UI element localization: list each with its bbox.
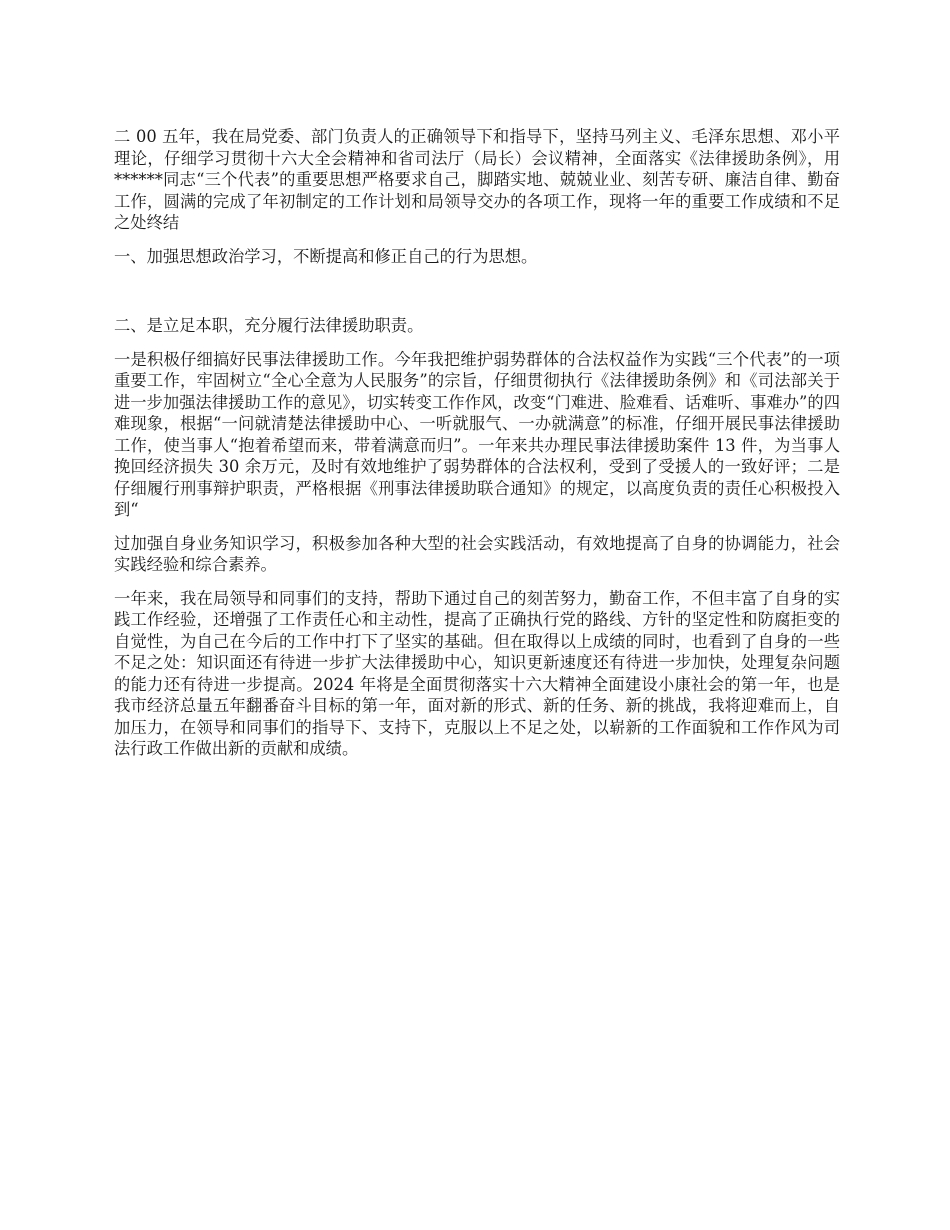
summary-paragraph: 一年来，我在局领导和同事们的支持，帮助下通过自己的刻苦努力，勤奋工作，不但丰富了自身的实践工作经验，还增强了工作责任心和主动性，提高了正确执行党的路线、方针的坚定性和防腐拒变的自觉性，为自己在今后的工作中打下了坚实的基础。但在取得以上成绩的同时，也看到了自身的一些不足之处：知识面还有待进一步扩大法律援助中心，知识更新速度还有待进一步加快，处理复杂问题的能力还有待进一步提高。2024 年将是全面贯彻落实十六大精神全面建设小康社会的第一年，也是我市经济总量五年翻番奋斗目标的第一年，面对新的形式、新的任务、新的挑战，我将迎难而上，自加压力，在领导和同事们的指导下、支持下，克服以上不足之处，以崭新的工作面貌和工作作风为司法行政工作做出新的贡献和成绩。 bbox=[114, 588, 840, 758]
intro-paragraph: 二 00 五年，我在局党委、部门负责人的正确领导下和指导下，坚持马列主义、毛泽东思想、邓小平理论，仔细学习贯彻十六大全会精神和省司法厅（局长）会议精神，全面落实《法律援助条例》，用******同志“三个代表”的重要思想严格要求自己，脚踏实地、兢兢业业、刻苦专研、廉洁自律、勤奋工作，圆满的完成了年初制定的工作计划和局领导交办的各项工作，现将一年的重要工作成绩和不足之处终结 bbox=[114, 127, 840, 232]
document-body bbox=[114, 126, 840, 772]
section-heading-political-study: 一、加强思想政治学习，不断提高和修正自己的行为思想。 bbox=[114, 246, 538, 266]
legal-aid-work-paragraph: 一是积极仔细搞好民事法律援助工作。今年我把维护弱势群体的合法权益作为实践“三个代表”的一项重要工作，牢固树立“全心全意为人民服务”的宗旨，仔细贯彻执行《法律援助条例》和《司法部关于进一步加强法律援助工作的意见》，切实转变工作作风，改变“门难进、脸难看、话难听、事难办”的四难现象，根据“一问就清楚法律援助中心、一听就服气、一办就满意”的标准，仔细开展民事法律援助工作，使当事人“抱着希望而来，带着满意而归”。一年来共办理民事法律援助案件 13 件，为当事人挽回经济损失 30 余万元，及时有效地维护了弱势群体的合法权利，受到了受援人的一致好评；二是仔细履行刑事辩护职责，严格根据《刑事法律援助联合通知》的规定，以高度负责的责任心积极投入到“ bbox=[114, 349, 840, 519]
self-study-paragraph: 过加强自身业务知识学习，积极参加各种大型的社会实践活动，有效地提高了自身的协调能力，社会实践经验和综合素养。 bbox=[114, 533, 840, 574]
section-heading-legal-aid-duty: 二、是立足本职，充分履行法律援助职责。 bbox=[114, 316, 424, 335]
blank-space bbox=[114, 279, 840, 315]
